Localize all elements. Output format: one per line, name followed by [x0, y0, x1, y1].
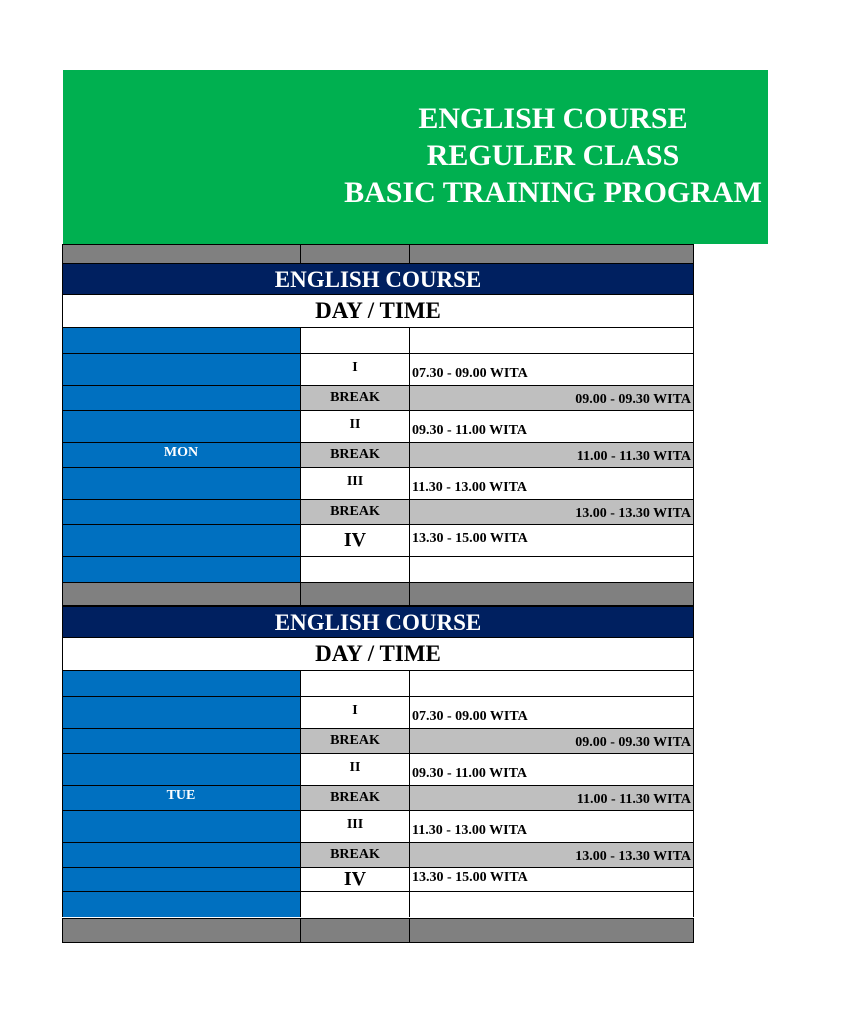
time-cell: 11.00 - 11.30 WITA: [409, 786, 694, 810]
day-time-heading: DAY / TIME: [62, 295, 694, 327]
table-row: [62, 556, 694, 582]
time-cell: 13.30 - 15.00 WITA: [409, 525, 694, 556]
time-cell: 13.30 - 15.00 WITA: [409, 868, 694, 891]
day-label: TUE: [166, 788, 196, 803]
session-cell: II: [300, 754, 409, 785]
session-cell: BREAK: [300, 786, 409, 810]
session-cell: BREAK: [300, 386, 409, 410]
day-cell: [62, 328, 300, 353]
session-cell: [300, 328, 409, 353]
day-cell: [62, 892, 300, 917]
time-cell: [409, 328, 694, 353]
time-cell: 11.30 - 13.00 WITA: [409, 468, 694, 499]
course-title-bar: ENGLISH COURSE: [62, 606, 694, 638]
session-cell: III: [300, 468, 409, 499]
session-cell: III: [300, 811, 409, 842]
separator-row: [62, 244, 694, 264]
session-cell: II: [300, 411, 409, 442]
table-row: [62, 867, 694, 891]
table-row: [62, 842, 694, 867]
table-row: [62, 467, 694, 499]
table-row: [62, 670, 694, 696]
separator-row: [62, 582, 694, 606]
session-cell: BREAK: [300, 729, 409, 753]
time-cell: 07.30 - 09.00 WITA: [409, 697, 694, 728]
schedule-grid: [62, 327, 694, 582]
table-row: [62, 353, 694, 385]
course-title-bar: ENGLISH COURSE: [62, 263, 694, 295]
table-row: [62, 891, 694, 917]
day-cell: [62, 671, 300, 696]
time-cell: 09.30 - 11.00 WITA: [409, 754, 694, 785]
table-row: [62, 696, 694, 728]
session-cell: BREAK: [300, 843, 409, 867]
day-cell: [62, 411, 300, 442]
schedule-block-mon: [62, 263, 694, 582]
day-cell: [62, 754, 300, 785]
header-clip: [63, 70, 762, 244]
time-cell: 09.00 - 09.30 WITA: [409, 386, 694, 410]
day-cell: [62, 868, 300, 891]
table-row: [62, 810, 694, 842]
time-cell: [409, 671, 694, 696]
header-title: ENGLISH COURSE: [418, 102, 688, 135]
table-row: [62, 753, 694, 785]
header-banner: [63, 70, 768, 244]
time-cell: [409, 892, 694, 917]
table-row: [62, 410, 694, 442]
day-cell: [62, 697, 300, 728]
session-cell: BREAK: [300, 443, 409, 467]
session-cell: IV: [300, 868, 409, 891]
schedule-block-tue: [62, 606, 694, 917]
day-cell: [62, 354, 300, 385]
table-row: [62, 524, 694, 556]
table-row: [62, 327, 694, 353]
session-cell: [300, 557, 409, 582]
schedule-grid: [62, 670, 694, 917]
day-cell: [62, 525, 300, 556]
time-cell: 11.30 - 13.00 WITA: [409, 811, 694, 842]
day-cell: [62, 557, 300, 582]
time-cell: 11.00 - 11.30 WITA: [409, 443, 694, 467]
time-cell: 07.30 - 09.00 WITA: [409, 354, 694, 385]
header-class: REGULER CLASS: [426, 139, 680, 172]
time-cell: [409, 557, 694, 582]
separator-row: [62, 918, 694, 943]
day-cell: [62, 468, 300, 499]
day-cell: [62, 843, 300, 867]
table-row: [62, 385, 694, 410]
session-cell: I: [300, 354, 409, 385]
time-cell: 13.00 - 13.30 WITA: [409, 500, 694, 524]
table-row: [62, 499, 694, 524]
session-cell: [300, 671, 409, 696]
header-program: BASIC TRAINING PROGRAM: [344, 176, 762, 209]
day-label: MON: [163, 445, 199, 460]
time-cell: 09.00 - 09.30 WITA: [409, 729, 694, 753]
day-cell: [62, 500, 300, 524]
day-cell: [62, 811, 300, 842]
time-cell: 13.00 - 13.30 WITA: [409, 843, 694, 867]
session-cell: IV: [300, 525, 409, 556]
session-cell: BREAK: [300, 500, 409, 524]
session-cell: I: [300, 697, 409, 728]
time-cell: 09.30 - 11.00 WITA: [409, 411, 694, 442]
table-row: [62, 728, 694, 753]
day-cell: [62, 729, 300, 753]
session-cell: [300, 892, 409, 917]
day-time-heading: DAY / TIME: [62, 638, 694, 670]
day-cell: [62, 386, 300, 410]
